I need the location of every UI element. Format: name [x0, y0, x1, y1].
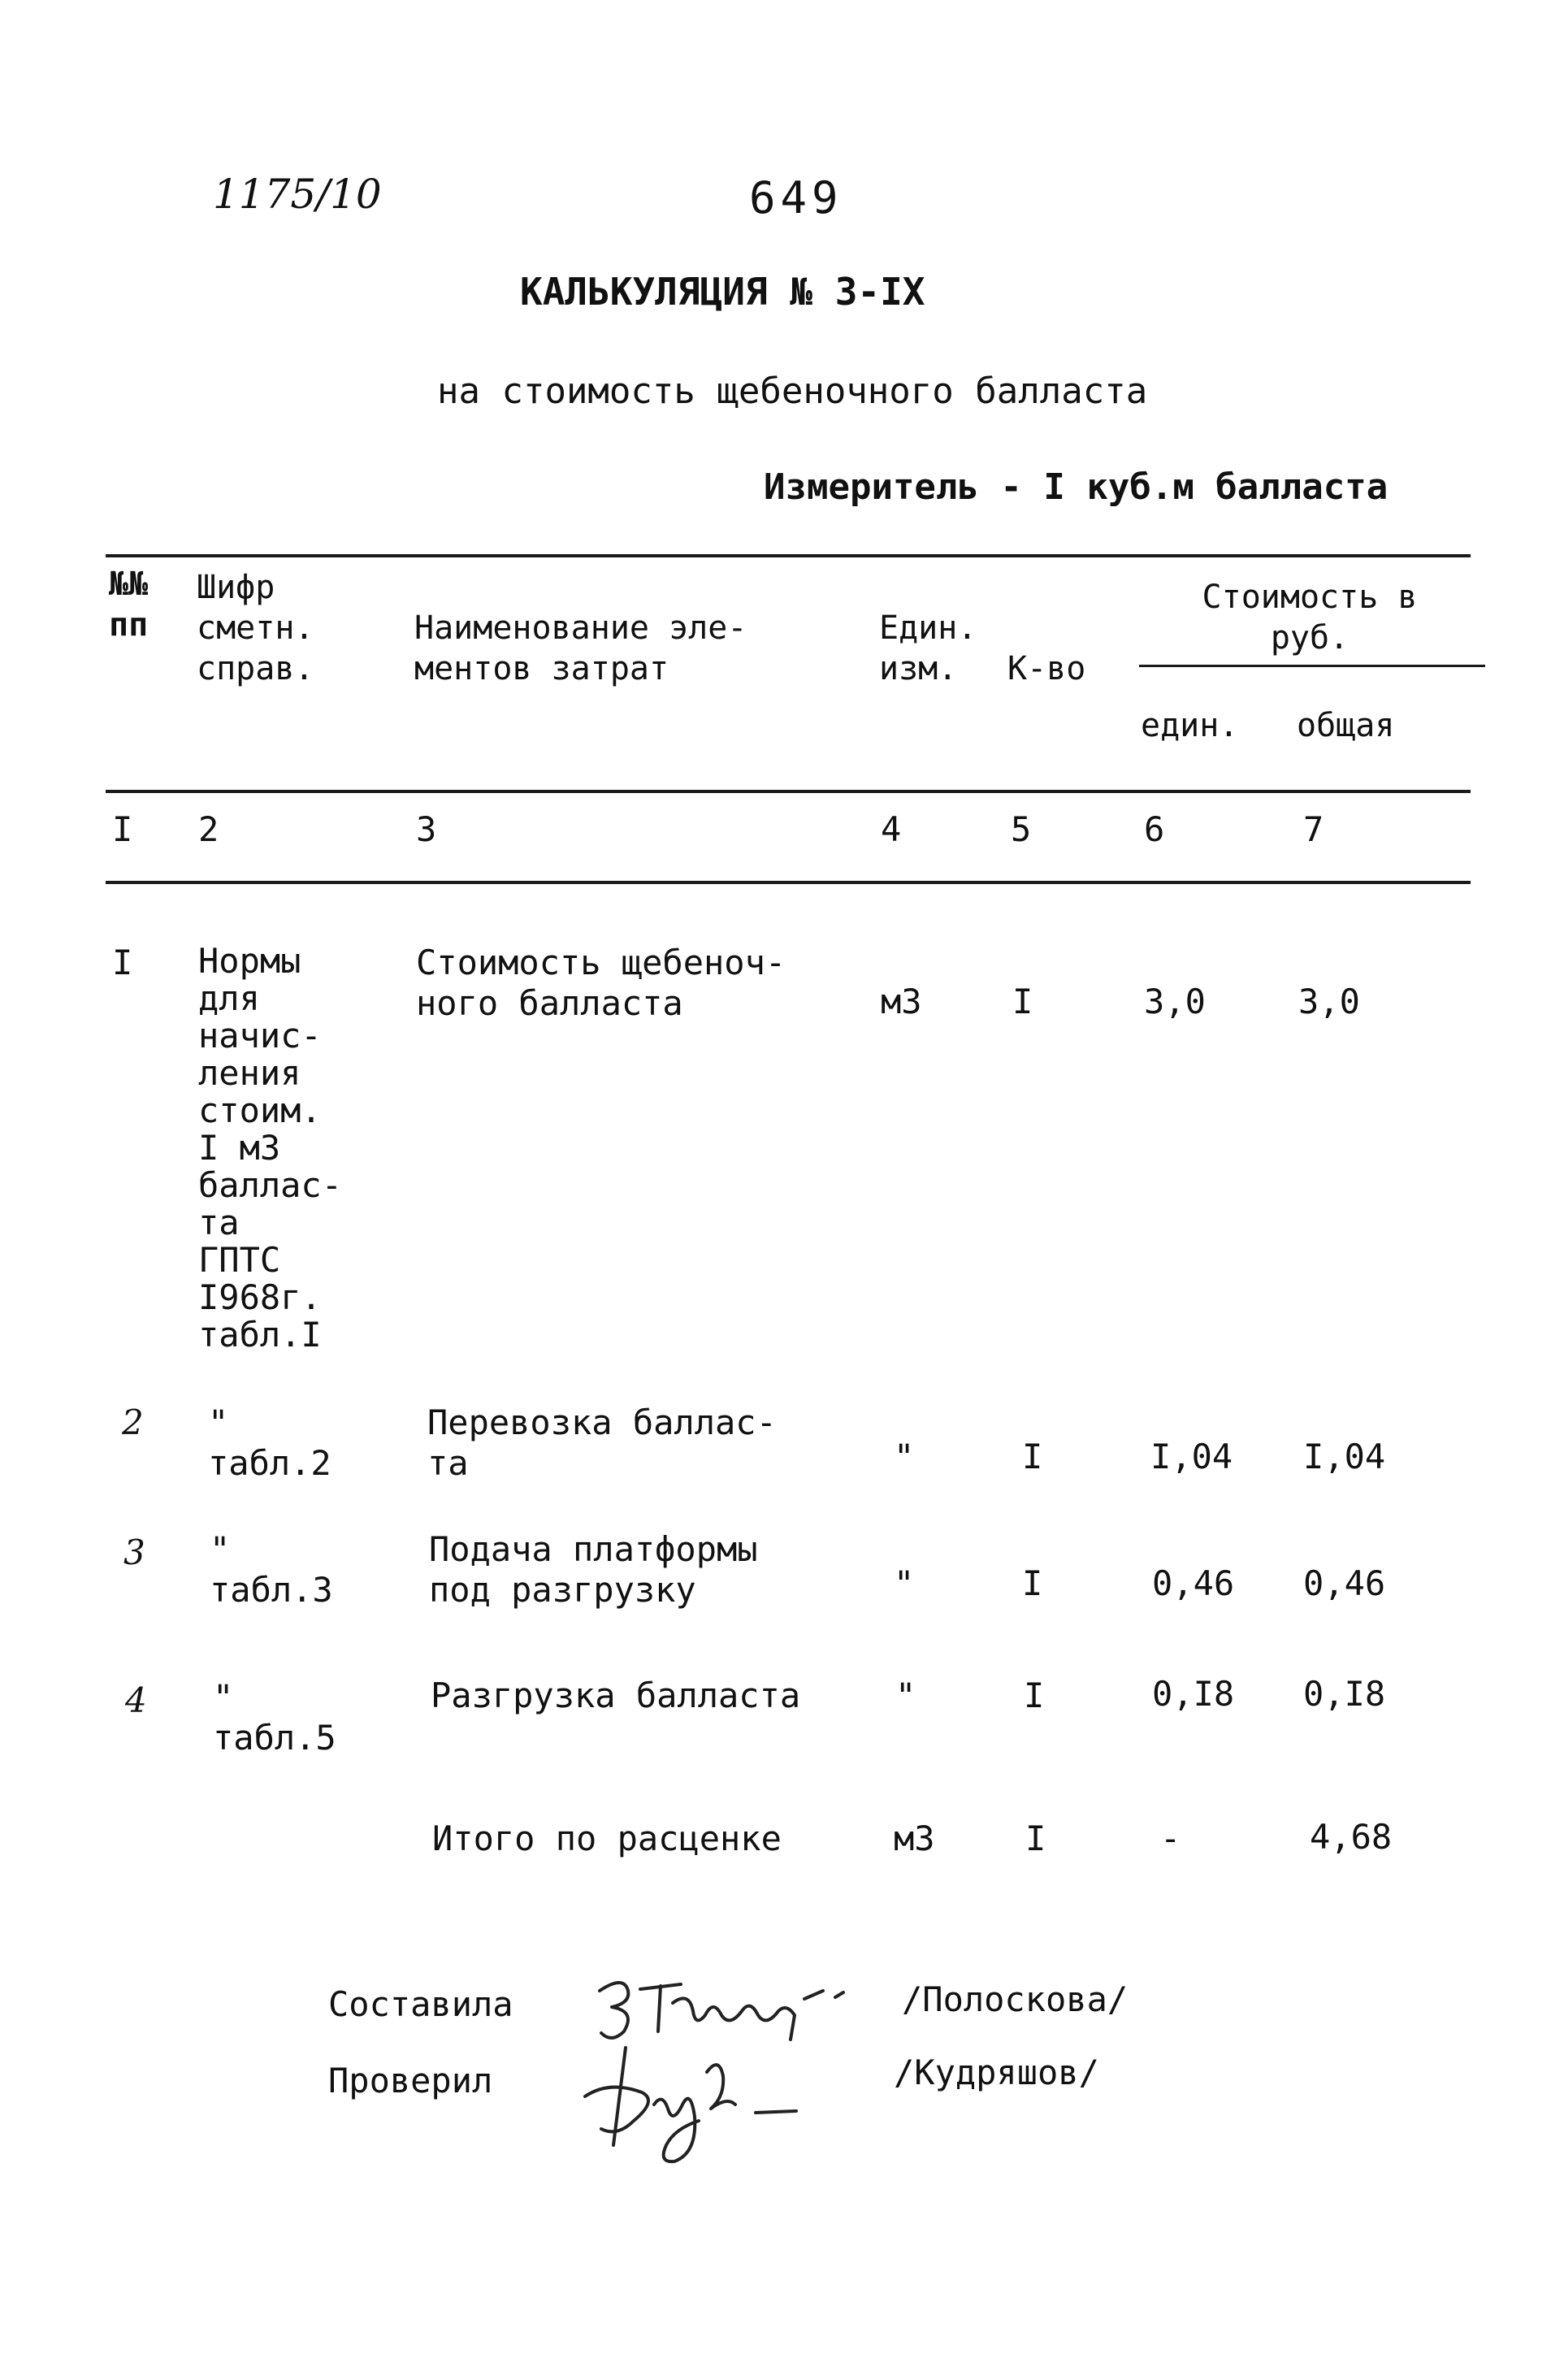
- total-cost-unit: -: [1160, 1819, 1181, 1858]
- row-code: Нормы для начис- ления стоим. I м3 баллас- та ГПТС I968г. табл.I: [198, 941, 343, 1355]
- total-label: Итого по расценке: [432, 1819, 782, 1858]
- column-header-cost-unit: един.: [1141, 707, 1239, 744]
- row-qty: I: [1024, 1676, 1045, 1715]
- column-header-num: №№ пп: [109, 566, 149, 644]
- row-cost-total: I,04: [1303, 1437, 1386, 1476]
- row-name: Перевозка баллас- та: [427, 1402, 777, 1483]
- row-name: Стоимость щебеноч- ного балласта: [416, 943, 786, 1023]
- column-numbers-rule: [106, 881, 1471, 884]
- compiler-signature: [591, 1966, 868, 2048]
- compiled-by-label: Составила: [328, 1984, 513, 2024]
- checked-by-label: Проверил: [328, 2061, 493, 2100]
- column-header-name: Наименование эле- ментов затрат: [414, 609, 747, 687]
- table-top-rule: [106, 554, 1471, 557]
- column-header-unit: Един. изм.: [879, 609, 977, 687]
- row-cost-total: 0,I8: [1303, 1674, 1386, 1714]
- checker-name: /Кудряшов/: [894, 2053, 1099, 2092]
- row-qty: I: [1022, 1563, 1043, 1603]
- measure-unit: Измеритель - I куб.м балласта: [764, 466, 1389, 508]
- row-name: Разгрузка балласта: [431, 1676, 801, 1715]
- row-code: " табл.3: [210, 1529, 333, 1610]
- total-cost-total: 4,68: [1310, 1817, 1393, 1857]
- column-number: 3: [416, 809, 437, 849]
- row-cost-total: 0,46: [1303, 1563, 1386, 1603]
- column-number: 5: [1011, 809, 1032, 849]
- total-qty: I: [1025, 1819, 1046, 1858]
- header-bottom-rule: [106, 790, 1471, 793]
- row-qty: I: [1012, 982, 1033, 1021]
- row-number: I: [112, 943, 133, 982]
- column-number: I: [112, 809, 133, 849]
- compiler-name: /Полоскова/: [902, 1979, 1129, 2019]
- document-code: 1175/10: [213, 171, 382, 218]
- column-number: 6: [1144, 809, 1165, 849]
- column-header-qty: К-во: [1007, 650, 1086, 687]
- column-number: 7: [1303, 809, 1324, 849]
- column-header-cost-total: общая: [1297, 707, 1395, 744]
- row-unit: ": [894, 1563, 915, 1603]
- row-unit: ": [894, 1437, 915, 1476]
- row-code: " табл.2: [208, 1402, 331, 1483]
- column-header-cost-group: Стоимость в руб.: [1202, 579, 1418, 657]
- row-cost-unit: 0,46: [1152, 1563, 1235, 1603]
- column-header-code: Шифр сметн. справ.: [197, 569, 314, 687]
- row-cost-unit: 3,0: [1144, 982, 1206, 1021]
- checker-signature: [577, 2040, 821, 2170]
- row-code: " табл.5: [213, 1677, 336, 1758]
- document-title: КАЛЬКУЛЯЦИЯ № 3-IX: [520, 270, 925, 314]
- cost-group-rule: [1139, 665, 1485, 667]
- column-number: 4: [881, 809, 902, 849]
- row-name: Подача платформы под разгрузку: [429, 1529, 758, 1610]
- column-number: 2: [198, 809, 219, 849]
- document-subtitle: на стоимость щебеночного балласта: [437, 371, 1148, 412]
- row-qty: I: [1022, 1437, 1043, 1476]
- row-unit: м3: [881, 982, 922, 1021]
- row-cost-total: 3,0: [1298, 982, 1360, 1021]
- row-unit: ": [895, 1676, 916, 1715]
- row-cost-unit: 0,I8: [1152, 1674, 1235, 1714]
- row-cost-unit: I,04: [1150, 1437, 1233, 1476]
- page-number: 649: [749, 172, 843, 223]
- total-unit: м3: [894, 1819, 935, 1858]
- row-number: 3: [123, 1532, 145, 1572]
- row-number: 2: [122, 1402, 144, 1442]
- row-number: 4: [125, 1680, 147, 1720]
